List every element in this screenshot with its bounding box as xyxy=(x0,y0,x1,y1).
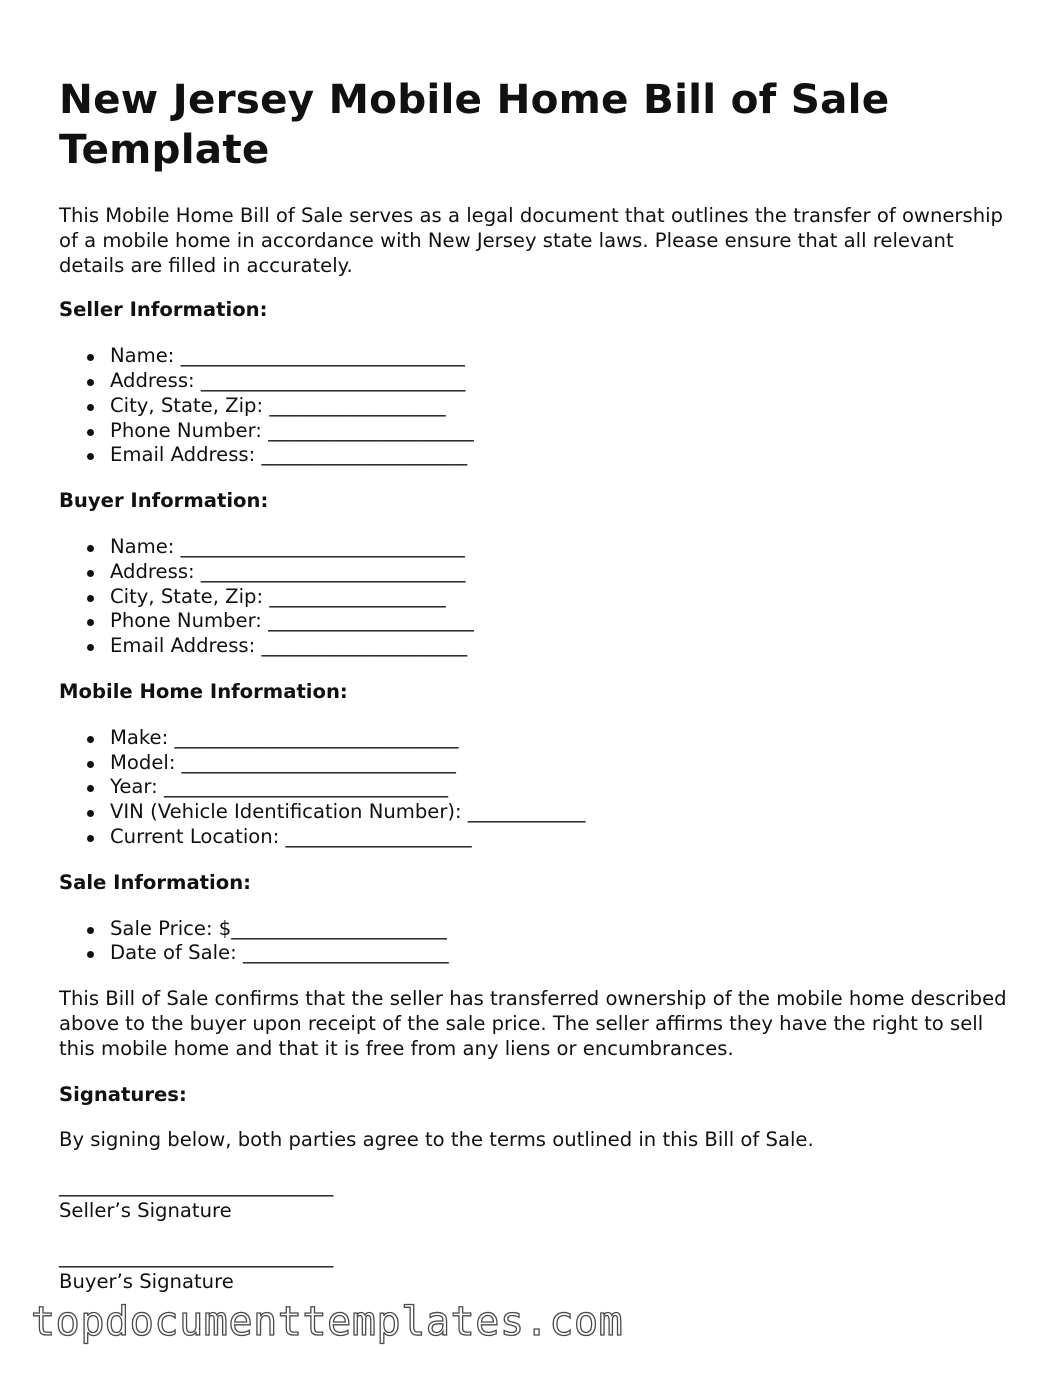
buyer-name-field[interactable]: Name: _____________________________ xyxy=(110,535,1009,560)
buyer-fields-list xyxy=(59,535,1009,659)
seller-city-state-zip-field[interactable]: City, State, Zip: __________________ xyxy=(110,394,1009,419)
seller-signature-label: Seller’s Signature xyxy=(59,1198,232,1222)
vin-field[interactable]: VIN (Vehicle Identification Number): ____________ xyxy=(110,800,1009,825)
sale-price-field[interactable]: Sale Price: $______________________ xyxy=(110,917,1009,942)
sale-heading: Sale Information: xyxy=(59,870,252,894)
model-field[interactable]: Model: ____________________________ xyxy=(110,751,1009,776)
seller-email-field[interactable]: Email Address: _____________________ xyxy=(110,443,1009,468)
buyer-city-state-zip-field[interactable]: City, State, Zip: __________________ xyxy=(110,585,1009,610)
buyer-email-field[interactable]: Email Address: _____________________ xyxy=(110,634,1009,659)
seller-signature-line[interactable]: ____________________________ xyxy=(59,1174,334,1198)
year-field[interactable]: Year: _____________________________ xyxy=(110,775,1009,800)
signatures-heading: Signatures: xyxy=(59,1082,187,1106)
seller-fields-list xyxy=(59,344,1009,468)
mobile-home-heading: Mobile Home Information: xyxy=(59,679,348,703)
make-field[interactable]: Make: _____________________________ xyxy=(110,726,1009,751)
intro-paragraph: This Mobile Home Bill of Sale serves as a legal document that outlines the transfer of ownership of a mobile home in accordance with New Jersey state laws. Please ensure that all relevant details are filled in accurately. xyxy=(59,204,1003,277)
signatures-instruction: By signing below, both parties agree to the terms outlined in this Bill of Sale. xyxy=(59,1128,814,1152)
sale-fields-list xyxy=(59,917,1009,967)
buyer-signature-label: Buyer’s Signature xyxy=(59,1269,234,1293)
seller-address-field[interactable]: Address: ___________________________ xyxy=(110,369,1009,394)
watermark-text: topdocumenttemplates.com xyxy=(31,1299,624,1345)
mobile-home-fields-list xyxy=(59,726,1009,850)
buyer-phone-field[interactable]: Phone Number: _____________________ xyxy=(110,609,1009,634)
date-of-sale-field[interactable]: Date of Sale: _____________________ xyxy=(110,941,1009,966)
buyer-address-field[interactable]: Address: ___________________________ xyxy=(110,560,1009,585)
page-title: New Jersey Mobile Home Bill of Sale Template xyxy=(59,75,890,173)
seller-phone-field[interactable]: Phone Number: _____________________ xyxy=(110,419,1009,444)
confirmation-paragraph: This Bill of Sale confirms that the seller has transferred ownership of the mobile home described above to the buyer upon receipt of the sale price. The seller affirms they have the right to sell this mobile home and that it is free from any liens or encumbrances. xyxy=(59,987,1007,1060)
buyer-signature-line[interactable]: ____________________________ xyxy=(59,1244,334,1268)
document-page xyxy=(59,74,1009,1294)
buyer-heading: Buyer Information: xyxy=(59,489,269,513)
seller-heading: Seller Information: xyxy=(59,298,268,322)
seller-name-field[interactable]: Name: _____________________________ xyxy=(110,344,1009,369)
current-location-field[interactable]: Current Location: ___________________ xyxy=(110,825,1009,850)
